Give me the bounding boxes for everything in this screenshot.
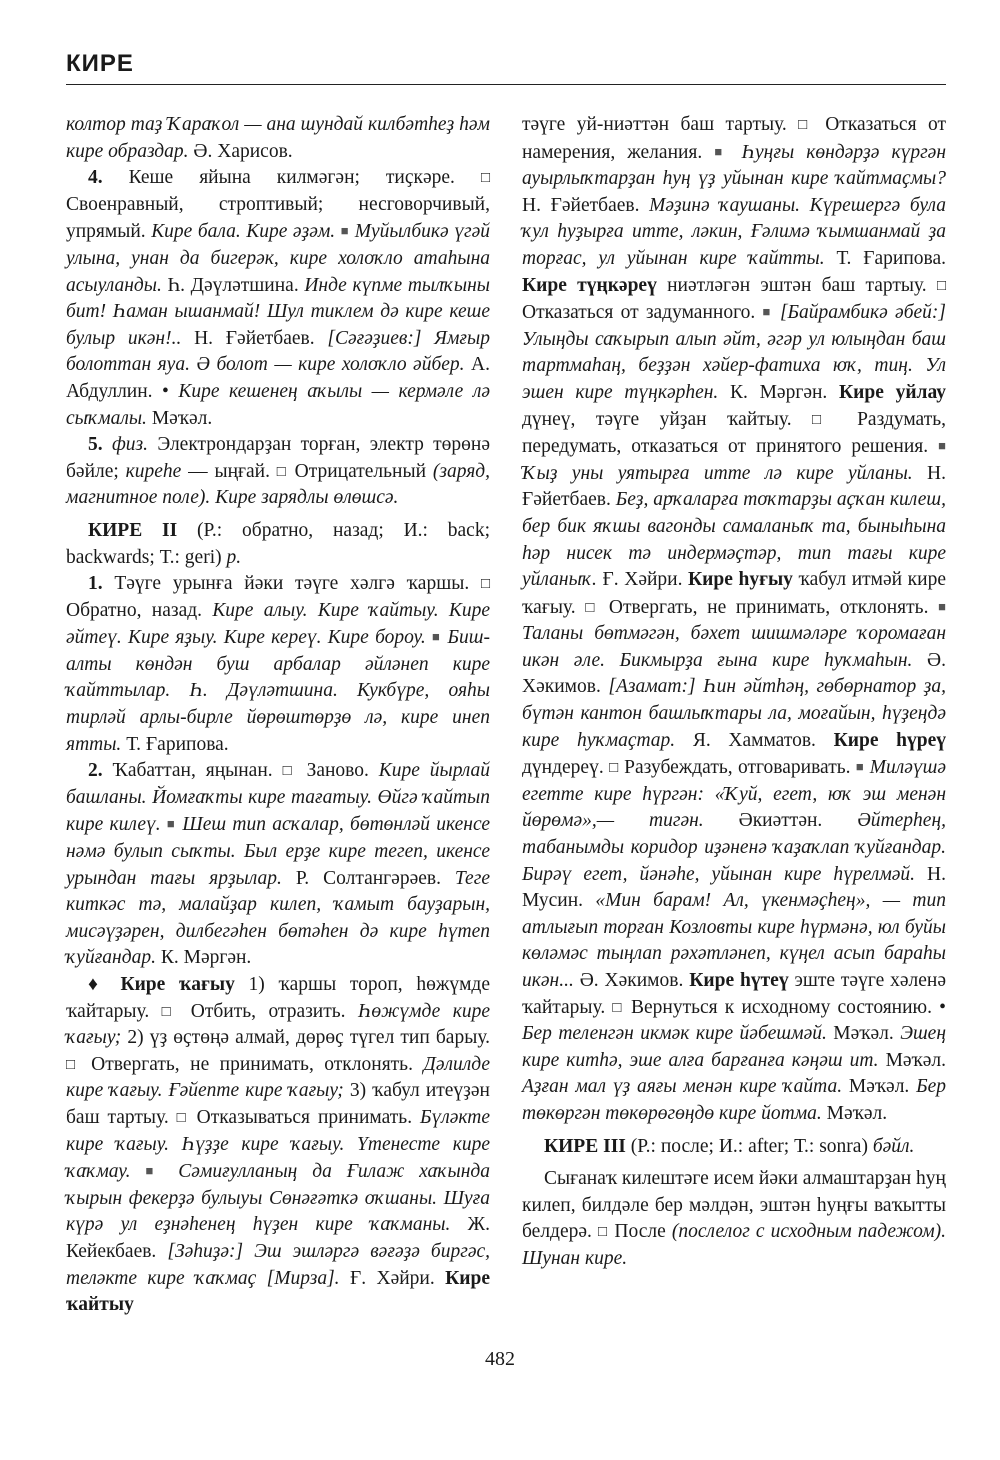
headword-kire-2: КИРЕ II (Р.: обратно, назад; И.: back; backwards; Т.: geri) р. [66,519,490,568]
left-column [66,112,490,1319]
entry-paragraph: Сығанаҡ килештәге исем йәки алмаштарҙан һуң килеп, билдәле бер мәлдән, эштән һуңғы ваҡытты белдерә. □ После (послелог с исходным падежом). Шунан кире. [522,1168,947,1269]
entry-paragraph: 2. Ҡабаттан, яңынан. □ Заново. Кире йырлай башланы. Йомғаҡты кире тағатыу. Өйгә ҡайтып кире килеү. ■ Шеш тип асҡалар, бөтөнләй икенсе нәмә булып сыҡты. Был ерҙе кире тегеп, икенсе урындан тағы ярҙылар. Р. Солтангәрәев. Теге киткәс тә, малайҙар килеп, ҡамыт бауҙарын, мисәүҙәрен, дилбегәһен бөтәһен дә кире һүтеп ҡуйғандар. К. Мәргән. [66,760,491,969]
running-head: КИРЕ [66,50,134,77]
headword-kire-3: КИРЕ III (Р.: после; И.: after; Т.: sonra) бәйл. [544,1135,915,1157]
phrase-paragraph: ♦ Кире ҡағыу 1) ҡаршы тороп, һөжүмде ҡайтарыу. □ Отбить, отразить. Һөжүмде кире ҡағыу; 2) үҙ өҫтөңә алмай, дөрөҫ түгел тип барыу. □ Отвергать, не принимать, отклонять. Дәлилде кире ҡағыу. Ғәйепте кире ҡағыу; 3) ҡабул итеүҙән баш тартыу. □ Отказываться принимать. Бүләкте кире ҡағыу. Һүҙҙе кире ҡағыу. Үтенесте кире ҡаҡмау. ■ Сәмиғулланың да Ғилаж хаҡында ҡырын фекерҙә булыуы Сөнәғәткә оҡшаны. Шуға күрә ул еҙнәһенең һүҙен кире ҡаҡманы. Ж. Кейекбаев. [Зәһиҙә:] Эш эшләргә вәғәҙә биргәс, теләкте кире ҡаҡмаҫ [Мирза]. Ғ. Хәйри. Кире ҡайтыу [66,974,491,1316]
page-number: 482 [485,1348,515,1370]
entry-paragraph: колтор таҙ Ҡараҡол — ана шундай килбәтһеҙ һәм кире образдар. Ә. Харисов. [66,114,490,162]
entry-paragraph: 1. Тәүге урынға йәки тәүге хәлгә ҡаршы. □ Обратно, назад. Кире алыу. Кире ҡайтыу. Кире әйтеү. Кире яҙыу. Кире кереү. Кире бороу. ■ Биш-алты көндән буш арбалар әйләнеп кире ҡайттылар. Һ. Дәүләтшина. Кукбүре, ояһы тирләй арлы-бирле йөрөштөрҙө лә, кире инеп ятты. Т. Ғарипова. [66,573,490,755]
entry-paragraph: 5. физ. Электрондарҙан торған, электр төрөнә бәйле; киреһе — ыңғай. □ Отрицательный (заряд, магнитное поле). Кире зарядлы өлөшсә. [66,434,490,509]
header-rule [66,84,946,85]
entry-paragraph: тәүге уй-ниәттән баш тартыу. □ Отказаться от намерения, желания. ■ Һуңғы көндәрҙә күргән ауырлыҡтарҙан һуң үҙ уйынан кире ҡайтмаҫмы? Н. Ғәйетбаев. Мәҙинә ҡаушаны. Күрешергә була ҡул һуҙырға итте, ләкин, Ғәлимә ҡымшанмай ҙа торғас, ул уйынан кире ҡайтты. Т. Ғарипова. Кире түңкәреү ниәтләгән эштән баш тартыу. □ Отказаться от задуманного. ■ [Байрамбикә әбей:] Улыңды саҡырып алып әйт, әгәр ул юлыңдан баш тартмаһаң, беҙҙән хәйер-фатиха юҡ, тиң. Ул эшен кире түңкәрһен. К. Мәргән. Кире уйлау дүнеү, тәүге уйҙан ҡайтыу. □ Раздумать, передумать, отказаться от принятого решения. ■ Ҡыҙ уны уятырға итте лә кире уйланы. Н. Ғәйетбаев. Беҙ, арҡаларға тоҡтарҙы аҫҡан килеш, бер бик яҡшы вагонды самаланыҡ та, быныһына һәр нисек тә индермәҫтәр, тип тағы кире уйланыҡ. Ғ. Хәйри. Кире һуғыу ҡабул итмәй кире ҡағыу. □ Отвергать, не принимать, отклонять. ■ Таланы бөтмәгән, бәхет шишмәләре ҡоромаған икән әле. Бикмырҙа ғына кире һуҡмаһын. Ә. Хәкимов. [Азамат:] Һин әйтһәң, гөбөрнатор ҙа, бүтән кантон башлыҡтары ла, моғайын, һүҙеңдә кире һуҡмаҫтар. Я. Хамматов. Кире һүреү дүндереү. □ Разубеждать, отговаривать. ■ Миләүшә егетте кире һүргән: «Ҡуй, егет, юҡ эш менән йөрөмә»,— тигән. Әкиәттән. Әйтерһең, табанымды коридор иҙәненә ҡаҙаҡлап ҡуйғандар. Бирәү егет, йәнәһе, уйынан кире һүрелмәй. Н. Мусин. «Мин барам! Ал, үкенмәҫһең», — тип атлығып торған Козловты кире һүрмәнә, юл буйы көләмәс тыңлап рәхәтләнеп, күңел асып бараһы икән... Ә. Хәкимов. Кире һүтеү эште тәүге хәленә ҡайтарыу. □ Вернуться к исходному состоянию. • Бер теленгән икмәк кире йәбешмәй. Мәҡәл. Эшең кире китһә, эше алға барғанға кәңәш ит. Мәҡәл. Аҙған мал үҙ аяғы менән кире ҡайта. Мәҡәл. Бер төкөргән төкөрөгөңдө кире йотма. Мәҡәл. [522,114,947,1124]
entry-paragraph: 4. Кеше яйына килмәгән; тиҫкәре. □ Своенравный, строптивый; несговорчивый, упрямый. Кире бала. Кире әҙәм. ■ Муйылбикә үгәй улына, унан да бигерәк, кире холоҡло атаһына асыуланды. Һ. Дәүләтшина. Инде күпме тылҡыны бит! Һаман ышанмай! Шул тиклем дә кире кеше булыр икән!.. Н. Ғәйетбаев. [Сәғәҙиев:] Ямғыр болоттан яуа. Ә болот — кире холоҡло әйбер. А. Абдуллин. • Кире кешенең аҡылы — кермәле лә сыҡмалы. Мәҡәл. [66,167,491,429]
right-column [522,112,946,1273]
